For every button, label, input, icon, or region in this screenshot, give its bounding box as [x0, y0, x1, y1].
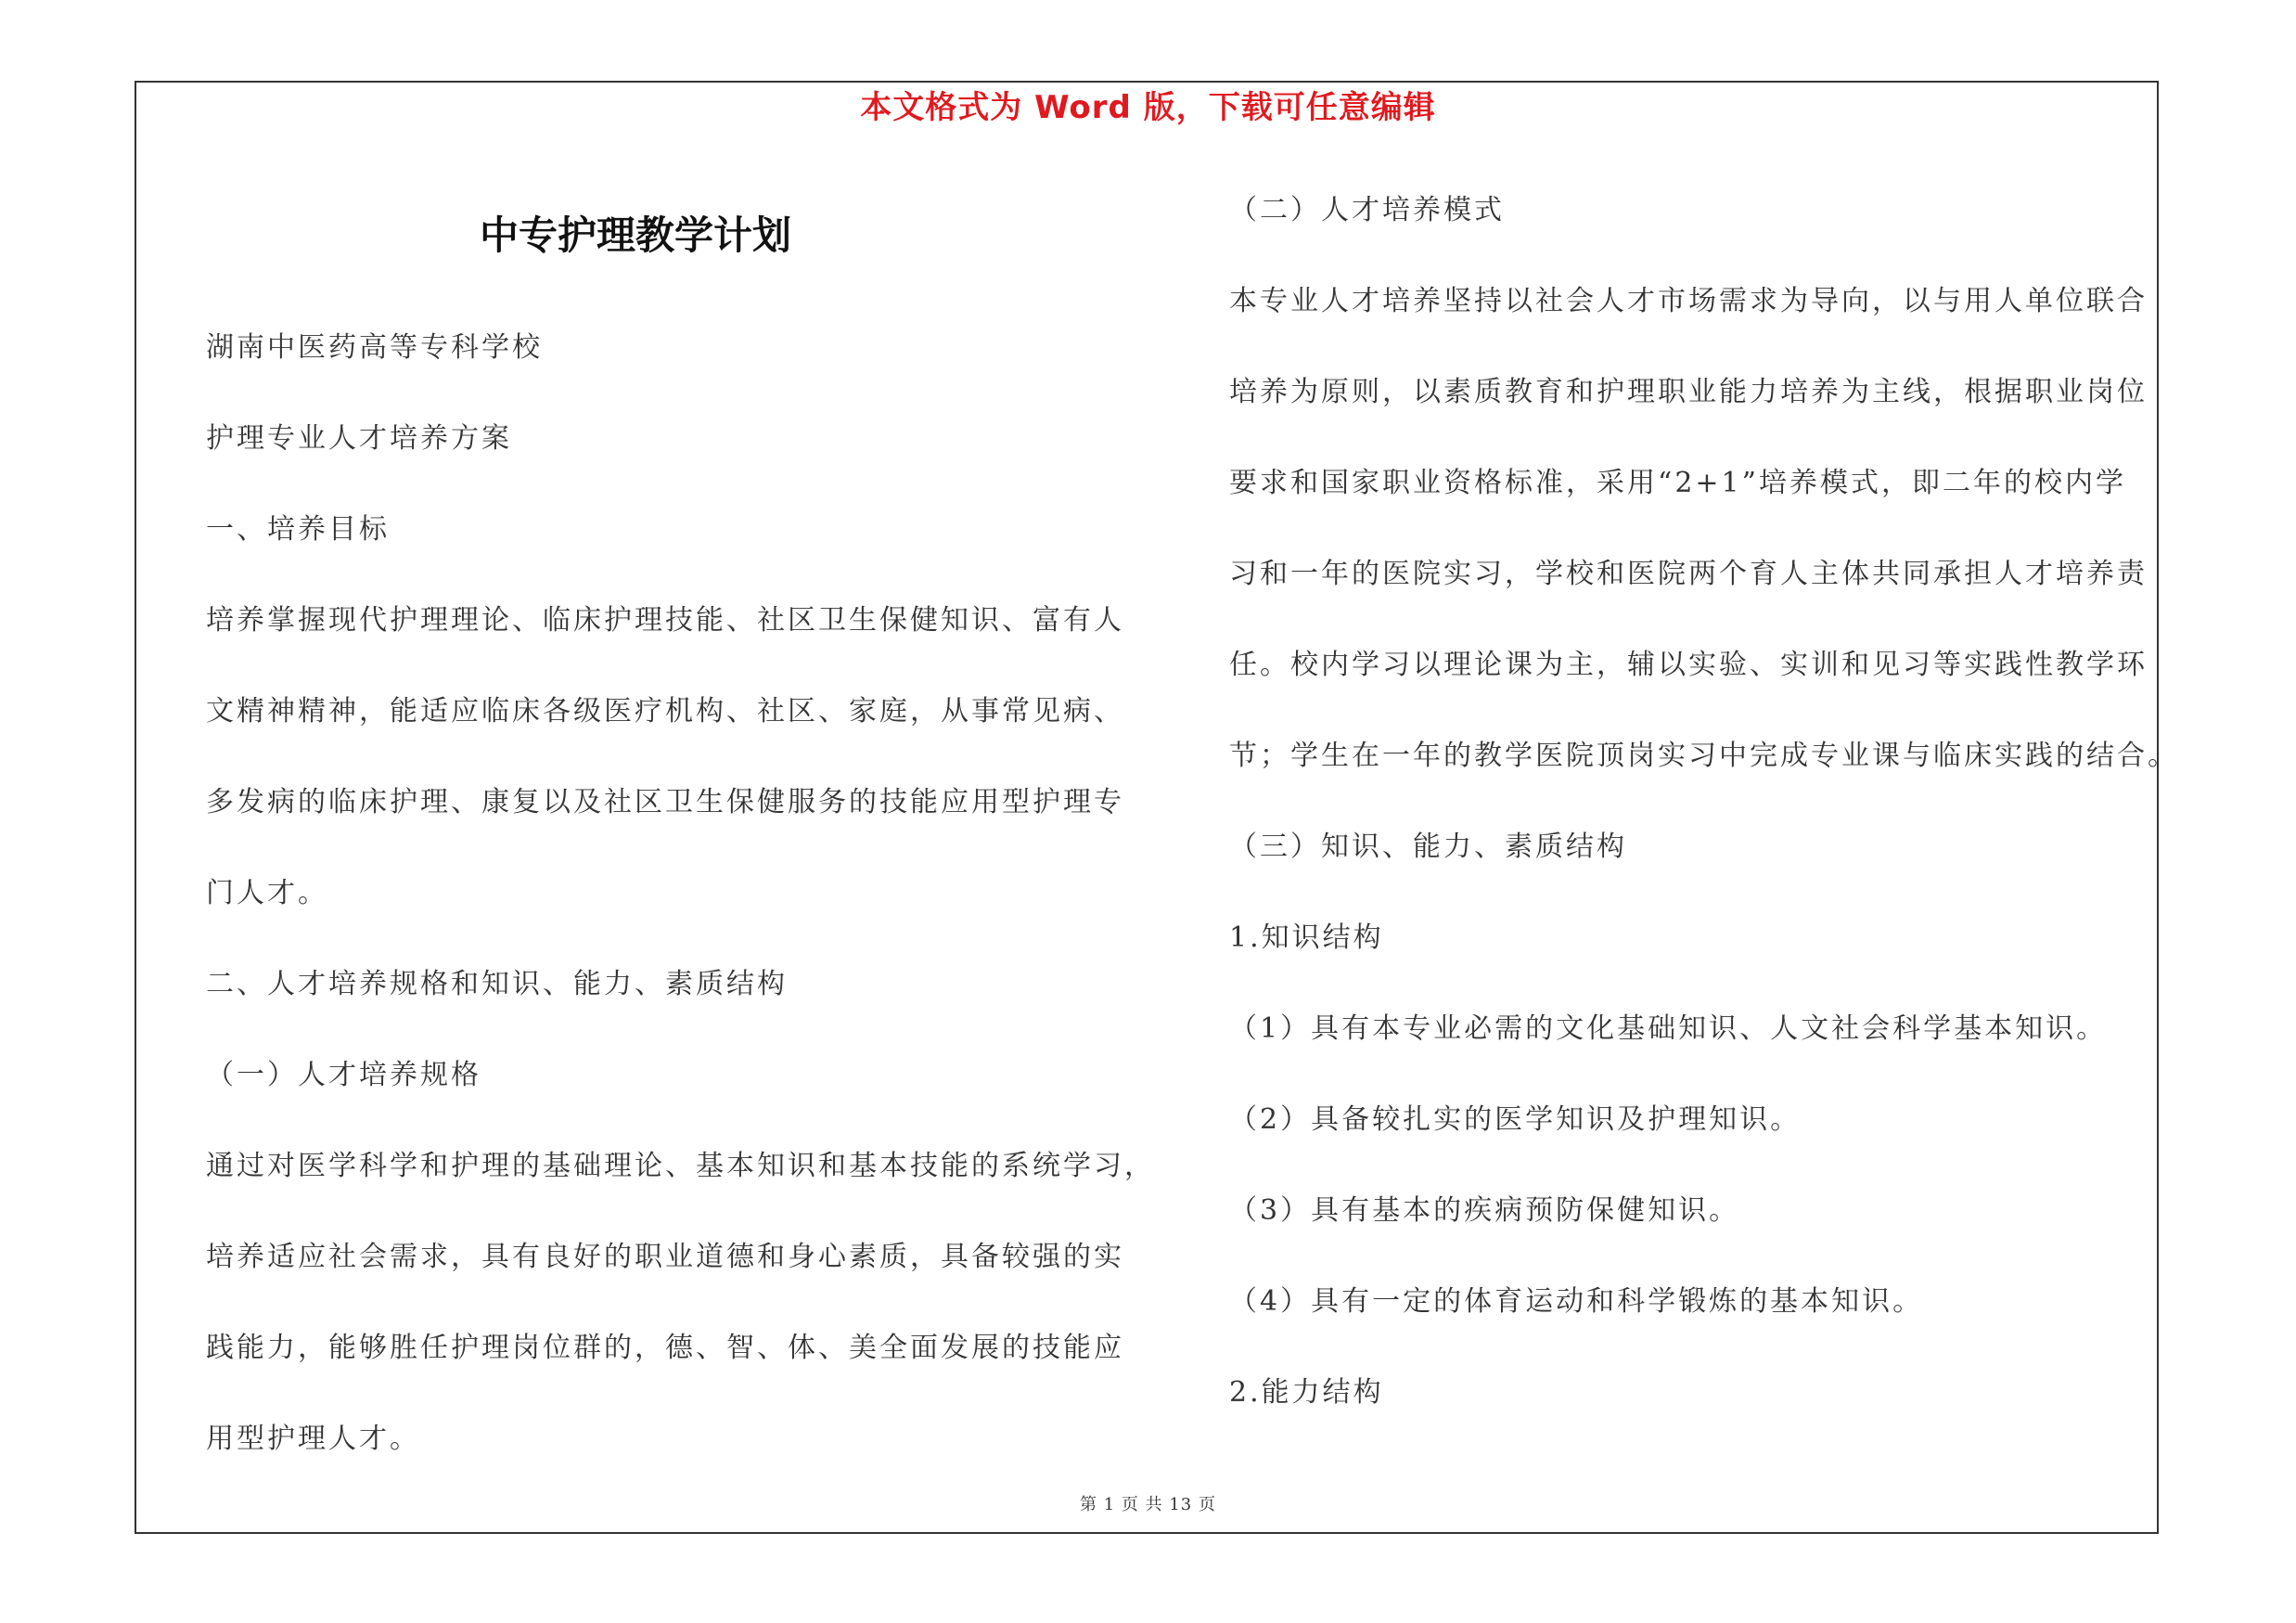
list-heading: 2.能力结构: [1229, 1376, 1384, 1409]
paragraph-line: 习和一年的医院实习，学校和医院两个育人主体共同承担人才培养责: [1229, 558, 2148, 590]
paragraph-line: 文精神精神，能适应临床各级医疗机构、社区、家庭，从事常见病、: [206, 695, 1124, 728]
subsection-heading: （三）知识、能力、素质结构: [1229, 831, 1627, 863]
paragraph-line: 培养适应社会需求，具有良好的职业道德和身心素质，具备较强的实: [206, 1241, 1124, 1273]
format-notice-banner: 本文格式为 Word 版，下载可任意编辑: [860, 89, 1436, 126]
paragraph-line: 本专业人才培养坚持以社会人才市场需求为导向，以与用人单位联合: [1229, 285, 2148, 317]
section-heading: 一、培养目标: [206, 513, 390, 546]
paragraph-line: 任。校内学习以理论课为主，辅以实验、实训和见习等实践性教学环: [1229, 649, 2148, 681]
list-heading: 1.知识结构: [1229, 921, 1384, 954]
list-item: （1）具有本专业必需的文化基础知识、人文社会科学基本知识。: [1229, 1012, 2108, 1045]
list-item: （3）具有基本的疾病预防保健知识。: [1229, 1194, 1740, 1227]
paragraph-line: 门人才。: [206, 877, 328, 909]
paragraph-line: 护理专业人才培养方案: [206, 422, 512, 455]
paragraph-line: 多发病的临床护理、康复以及社区卫生保健服务的技能应用型护理专: [206, 786, 1124, 818]
paragraph-line: 节；学生在一年的教学医院顶岗实习中完成专业课与临床实践的结合。: [1229, 740, 2178, 772]
paragraph-line: 用型护理人才。: [206, 1423, 420, 1455]
subsection-heading: （一）人才培养规格: [206, 1059, 481, 1091]
paragraph-line: 通过对医学科学和护理的基础理论、基本知识和基本技能的系统学习，: [206, 1150, 1155, 1182]
paragraph-line: 培养为原则，以素质教育和护理职业能力培养为主线，根据职业岗位: [1229, 376, 2148, 408]
paragraph-line: 湖南中医药高等专科学校: [206, 331, 543, 364]
paragraph-line: 培养掌握现代护理理论、临床护理技能、社区卫生保健知识、富有人: [206, 604, 1124, 637]
paragraph-line: 践能力，能够胜任护理岗位群的，德、智、体、美全面发展的技能应: [206, 1332, 1124, 1364]
page-number-footer: 第 1 页 共 13 页: [1080, 1495, 1216, 1514]
list-item: （4）具有一定的体育运动和科学锻炼的基本知识。: [1229, 1285, 1924, 1318]
paragraph-line: 要求和国家职业资格标准，采用“2+1”培养模式，即二年的校内学: [1229, 467, 2126, 499]
section-heading: 二、人才培养规格和知识、能力、素质结构: [206, 968, 788, 1000]
subsection-heading: （二）人才培养模式: [1229, 194, 1505, 226]
document-title: 中专护理教学计划: [479, 213, 791, 258]
list-item: （2）具备较扎实的医学知识及护理知识。: [1229, 1103, 1802, 1136]
